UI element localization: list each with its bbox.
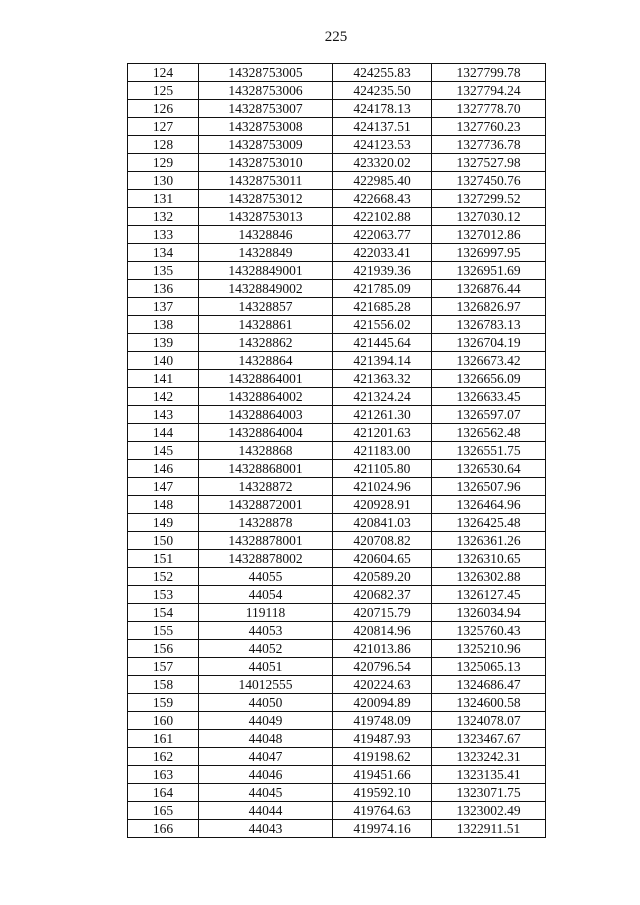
y-coordinate-cell: 1327450.76 bbox=[432, 172, 546, 190]
point-id-cell: 14328753009 bbox=[199, 136, 333, 154]
x-coordinate-cell: 424178.13 bbox=[333, 100, 432, 118]
x-coordinate-cell: 421261.30 bbox=[333, 406, 432, 424]
row-number-cell: 133 bbox=[128, 226, 199, 244]
x-coordinate-cell: 424123.53 bbox=[333, 136, 432, 154]
table-row bbox=[128, 262, 546, 280]
table-row bbox=[128, 730, 546, 748]
x-coordinate-cell: 421394.14 bbox=[333, 352, 432, 370]
row-number-cell: 125 bbox=[128, 82, 199, 100]
table-row bbox=[128, 658, 546, 676]
x-coordinate-cell: 422102.88 bbox=[333, 208, 432, 226]
x-coordinate-cell: 421556.02 bbox=[333, 316, 432, 334]
point-id-cell: 14328849002 bbox=[199, 280, 333, 298]
x-coordinate-cell: 422668.43 bbox=[333, 190, 432, 208]
x-coordinate-cell: 423320.02 bbox=[333, 154, 432, 172]
x-coordinate-cell: 420715.79 bbox=[333, 604, 432, 622]
point-id-cell: 14328878001 bbox=[199, 532, 333, 550]
row-number-cell: 141 bbox=[128, 370, 199, 388]
x-coordinate-cell: 420841.03 bbox=[333, 514, 432, 532]
point-id-cell: 119118 bbox=[199, 604, 333, 622]
point-id-cell: 44053 bbox=[199, 622, 333, 640]
y-coordinate-cell: 1327736.78 bbox=[432, 136, 546, 154]
table-row bbox=[128, 784, 546, 802]
row-number-cell: 128 bbox=[128, 136, 199, 154]
page-number: 225 bbox=[324, 29, 348, 45]
row-number-cell: 147 bbox=[128, 478, 199, 496]
table-row bbox=[128, 712, 546, 730]
x-coordinate-cell: 419198.62 bbox=[333, 748, 432, 766]
point-id-cell: 14328864003 bbox=[199, 406, 333, 424]
y-coordinate-cell: 1324600.58 bbox=[432, 694, 546, 712]
x-coordinate-cell: 421105.80 bbox=[333, 460, 432, 478]
y-coordinate-cell: 1323002.49 bbox=[432, 802, 546, 820]
row-number-cell: 157 bbox=[128, 658, 199, 676]
point-id-cell: 14328753008 bbox=[199, 118, 333, 136]
table-row bbox=[128, 550, 546, 568]
y-coordinate-cell: 1323467.67 bbox=[432, 730, 546, 748]
table-row bbox=[128, 388, 546, 406]
x-coordinate-cell: 421685.28 bbox=[333, 298, 432, 316]
table-row bbox=[128, 82, 546, 100]
x-coordinate-cell: 421013.86 bbox=[333, 640, 432, 658]
table-row bbox=[128, 208, 546, 226]
row-number-cell: 166 bbox=[128, 820, 199, 838]
row-number-cell: 142 bbox=[128, 388, 199, 406]
row-number-cell: 164 bbox=[128, 784, 199, 802]
x-coordinate-cell: 420796.54 bbox=[333, 658, 432, 676]
table-row bbox=[128, 244, 546, 262]
point-id-cell: 44054 bbox=[199, 586, 333, 604]
point-id-cell: 44047 bbox=[199, 748, 333, 766]
x-coordinate-cell: 420928.91 bbox=[333, 496, 432, 514]
y-coordinate-cell: 1325065.13 bbox=[432, 658, 546, 676]
row-number-cell: 162 bbox=[128, 748, 199, 766]
x-coordinate-cell: 419451.66 bbox=[333, 766, 432, 784]
table-row bbox=[128, 316, 546, 334]
y-coordinate-cell: 1327794.24 bbox=[432, 82, 546, 100]
y-coordinate-cell: 1323135.41 bbox=[432, 766, 546, 784]
row-number-cell: 138 bbox=[128, 316, 199, 334]
table-row bbox=[128, 136, 546, 154]
row-number-cell: 163 bbox=[128, 766, 199, 784]
point-id-cell: 14328864002 bbox=[199, 388, 333, 406]
x-coordinate-cell: 419487.93 bbox=[333, 730, 432, 748]
table-row bbox=[128, 424, 546, 442]
row-number-cell: 134 bbox=[128, 244, 199, 262]
y-coordinate-cell: 1326361.26 bbox=[432, 532, 546, 550]
row-number-cell: 165 bbox=[128, 802, 199, 820]
table-row bbox=[128, 622, 546, 640]
point-id-cell: 14012555 bbox=[199, 676, 333, 694]
y-coordinate-cell: 1326507.96 bbox=[432, 478, 546, 496]
row-number-cell: 158 bbox=[128, 676, 199, 694]
x-coordinate-cell: 419764.63 bbox=[333, 802, 432, 820]
table-row bbox=[128, 334, 546, 352]
table-row bbox=[128, 100, 546, 118]
x-coordinate-cell: 420708.82 bbox=[333, 532, 432, 550]
y-coordinate-cell: 1326530.64 bbox=[432, 460, 546, 478]
row-number-cell: 161 bbox=[128, 730, 199, 748]
table-row bbox=[128, 496, 546, 514]
table-row bbox=[128, 406, 546, 424]
x-coordinate-cell: 421024.96 bbox=[333, 478, 432, 496]
row-number-cell: 144 bbox=[128, 424, 199, 442]
table-row bbox=[128, 226, 546, 244]
table-row bbox=[128, 190, 546, 208]
table-row bbox=[128, 802, 546, 820]
x-coordinate-cell: 420224.63 bbox=[333, 676, 432, 694]
y-coordinate-cell: 1327527.98 bbox=[432, 154, 546, 172]
point-id-cell: 14328857 bbox=[199, 298, 333, 316]
coordinates-table bbox=[127, 63, 546, 838]
table-row bbox=[128, 604, 546, 622]
y-coordinate-cell: 1326783.13 bbox=[432, 316, 546, 334]
point-id-cell: 44048 bbox=[199, 730, 333, 748]
table-row bbox=[128, 766, 546, 784]
row-number-cell: 160 bbox=[128, 712, 199, 730]
table-row bbox=[128, 460, 546, 478]
row-number-cell: 127 bbox=[128, 118, 199, 136]
x-coordinate-cell: 424235.50 bbox=[333, 82, 432, 100]
point-id-cell: 14328862 bbox=[199, 334, 333, 352]
point-id-cell: 44049 bbox=[199, 712, 333, 730]
table-row bbox=[128, 64, 546, 82]
point-id-cell: 14328872 bbox=[199, 478, 333, 496]
x-coordinate-cell: 420682.37 bbox=[333, 586, 432, 604]
table-row bbox=[128, 748, 546, 766]
point-id-cell: 14328753013 bbox=[199, 208, 333, 226]
point-id-cell: 44051 bbox=[199, 658, 333, 676]
x-coordinate-cell: 424137.51 bbox=[333, 118, 432, 136]
y-coordinate-cell: 1325760.43 bbox=[432, 622, 546, 640]
table-row bbox=[128, 298, 546, 316]
point-id-cell: 14328878 bbox=[199, 514, 333, 532]
point-id-cell: 14328864004 bbox=[199, 424, 333, 442]
row-number-cell: 137 bbox=[128, 298, 199, 316]
table-row bbox=[128, 694, 546, 712]
table-row bbox=[128, 154, 546, 172]
x-coordinate-cell: 422063.77 bbox=[333, 226, 432, 244]
x-coordinate-cell: 422033.41 bbox=[333, 244, 432, 262]
x-coordinate-cell: 421363.32 bbox=[333, 370, 432, 388]
row-number-cell: 145 bbox=[128, 442, 199, 460]
table-row bbox=[128, 442, 546, 460]
point-id-cell: 44043 bbox=[199, 820, 333, 838]
table-body bbox=[128, 64, 546, 838]
row-number-cell: 135 bbox=[128, 262, 199, 280]
y-coordinate-cell: 1326951.69 bbox=[432, 262, 546, 280]
row-number-cell: 150 bbox=[128, 532, 199, 550]
row-number-cell: 154 bbox=[128, 604, 199, 622]
y-coordinate-cell: 1326704.19 bbox=[432, 334, 546, 352]
y-coordinate-cell: 1326034.94 bbox=[432, 604, 546, 622]
point-id-cell: 14328849 bbox=[199, 244, 333, 262]
point-id-cell: 14328872001 bbox=[199, 496, 333, 514]
row-number-cell: 132 bbox=[128, 208, 199, 226]
row-number-cell: 153 bbox=[128, 586, 199, 604]
row-number-cell: 159 bbox=[128, 694, 199, 712]
x-coordinate-cell: 420589.20 bbox=[333, 568, 432, 586]
point-id-cell: 44044 bbox=[199, 802, 333, 820]
point-id-cell: 44052 bbox=[199, 640, 333, 658]
y-coordinate-cell: 1326310.65 bbox=[432, 550, 546, 568]
row-number-cell: 156 bbox=[128, 640, 199, 658]
x-coordinate-cell: 419974.16 bbox=[333, 820, 432, 838]
point-id-cell: 44046 bbox=[199, 766, 333, 784]
x-coordinate-cell: 421445.64 bbox=[333, 334, 432, 352]
point-id-cell: 44045 bbox=[199, 784, 333, 802]
y-coordinate-cell: 1327778.70 bbox=[432, 100, 546, 118]
point-id-cell: 14328864001 bbox=[199, 370, 333, 388]
y-coordinate-cell: 1326876.44 bbox=[432, 280, 546, 298]
y-coordinate-cell: 1323242.31 bbox=[432, 748, 546, 766]
table-row bbox=[128, 478, 546, 496]
table-row bbox=[128, 676, 546, 694]
table-row bbox=[128, 532, 546, 550]
x-coordinate-cell: 421201.63 bbox=[333, 424, 432, 442]
point-id-cell: 14328753005 bbox=[199, 64, 333, 82]
row-number-cell: 131 bbox=[128, 190, 199, 208]
y-coordinate-cell: 1326597.07 bbox=[432, 406, 546, 424]
y-coordinate-cell: 1327799.78 bbox=[432, 64, 546, 82]
point-id-cell: 14328753006 bbox=[199, 82, 333, 100]
y-coordinate-cell: 1324686.47 bbox=[432, 676, 546, 694]
y-coordinate-cell: 1326997.95 bbox=[432, 244, 546, 262]
row-number-cell: 124 bbox=[128, 64, 199, 82]
y-coordinate-cell: 1325210.96 bbox=[432, 640, 546, 658]
y-coordinate-cell: 1327030.12 bbox=[432, 208, 546, 226]
y-coordinate-cell: 1326562.48 bbox=[432, 424, 546, 442]
point-id-cell: 14328846 bbox=[199, 226, 333, 244]
x-coordinate-cell: 422985.40 bbox=[333, 172, 432, 190]
x-coordinate-cell: 419592.10 bbox=[333, 784, 432, 802]
point-id-cell: 14328868 bbox=[199, 442, 333, 460]
x-coordinate-cell: 420604.65 bbox=[333, 550, 432, 568]
y-coordinate-cell: 1326633.45 bbox=[432, 388, 546, 406]
table-row bbox=[128, 172, 546, 190]
y-coordinate-cell: 1323071.75 bbox=[432, 784, 546, 802]
y-coordinate-cell: 1326425.48 bbox=[432, 514, 546, 532]
row-number-cell: 155 bbox=[128, 622, 199, 640]
point-id-cell: 14328753011 bbox=[199, 172, 333, 190]
point-id-cell: 14328849001 bbox=[199, 262, 333, 280]
row-number-cell: 149 bbox=[128, 514, 199, 532]
table-row bbox=[128, 820, 546, 838]
row-number-cell: 152 bbox=[128, 568, 199, 586]
x-coordinate-cell: 419748.09 bbox=[333, 712, 432, 730]
table-row bbox=[128, 640, 546, 658]
x-coordinate-cell: 421183.00 bbox=[333, 442, 432, 460]
x-coordinate-cell: 421939.36 bbox=[333, 262, 432, 280]
y-coordinate-cell: 1327760.23 bbox=[432, 118, 546, 136]
y-coordinate-cell: 1322911.51 bbox=[432, 820, 546, 838]
y-coordinate-cell: 1326302.88 bbox=[432, 568, 546, 586]
y-coordinate-cell: 1326656.09 bbox=[432, 370, 546, 388]
row-number-cell: 129 bbox=[128, 154, 199, 172]
row-number-cell: 139 bbox=[128, 334, 199, 352]
x-coordinate-cell: 421785.09 bbox=[333, 280, 432, 298]
point-id-cell: 14328753010 bbox=[199, 154, 333, 172]
row-number-cell: 130 bbox=[128, 172, 199, 190]
point-id-cell: 44050 bbox=[199, 694, 333, 712]
y-coordinate-cell: 1324078.07 bbox=[432, 712, 546, 730]
y-coordinate-cell: 1326551.75 bbox=[432, 442, 546, 460]
row-number-cell: 151 bbox=[128, 550, 199, 568]
table-row bbox=[128, 514, 546, 532]
table-row bbox=[128, 370, 546, 388]
x-coordinate-cell: 421324.24 bbox=[333, 388, 432, 406]
table-row bbox=[128, 280, 546, 298]
row-number-cell: 148 bbox=[128, 496, 199, 514]
x-coordinate-cell: 420094.89 bbox=[333, 694, 432, 712]
table-row bbox=[128, 352, 546, 370]
y-coordinate-cell: 1326127.45 bbox=[432, 586, 546, 604]
point-id-cell: 14328753007 bbox=[199, 100, 333, 118]
point-id-cell: 14328861 bbox=[199, 316, 333, 334]
table-row bbox=[128, 586, 546, 604]
point-id-cell: 14328878002 bbox=[199, 550, 333, 568]
x-coordinate-cell: 420814.96 bbox=[333, 622, 432, 640]
y-coordinate-cell: 1326673.42 bbox=[432, 352, 546, 370]
point-id-cell: 14328864 bbox=[199, 352, 333, 370]
y-coordinate-cell: 1326464.96 bbox=[432, 496, 546, 514]
row-number-cell: 140 bbox=[128, 352, 199, 370]
row-number-cell: 146 bbox=[128, 460, 199, 478]
point-id-cell: 14328753012 bbox=[199, 190, 333, 208]
row-number-cell: 136 bbox=[128, 280, 199, 298]
x-coordinate-cell: 424255.83 bbox=[333, 64, 432, 82]
table-row bbox=[128, 568, 546, 586]
y-coordinate-cell: 1327012.86 bbox=[432, 226, 546, 244]
row-number-cell: 143 bbox=[128, 406, 199, 424]
row-number-cell: 126 bbox=[128, 100, 199, 118]
point-id-cell: 14328868001 bbox=[199, 460, 333, 478]
y-coordinate-cell: 1326826.97 bbox=[432, 298, 546, 316]
y-coordinate-cell: 1327299.52 bbox=[432, 190, 546, 208]
point-id-cell: 44055 bbox=[199, 568, 333, 586]
table-row bbox=[128, 118, 546, 136]
